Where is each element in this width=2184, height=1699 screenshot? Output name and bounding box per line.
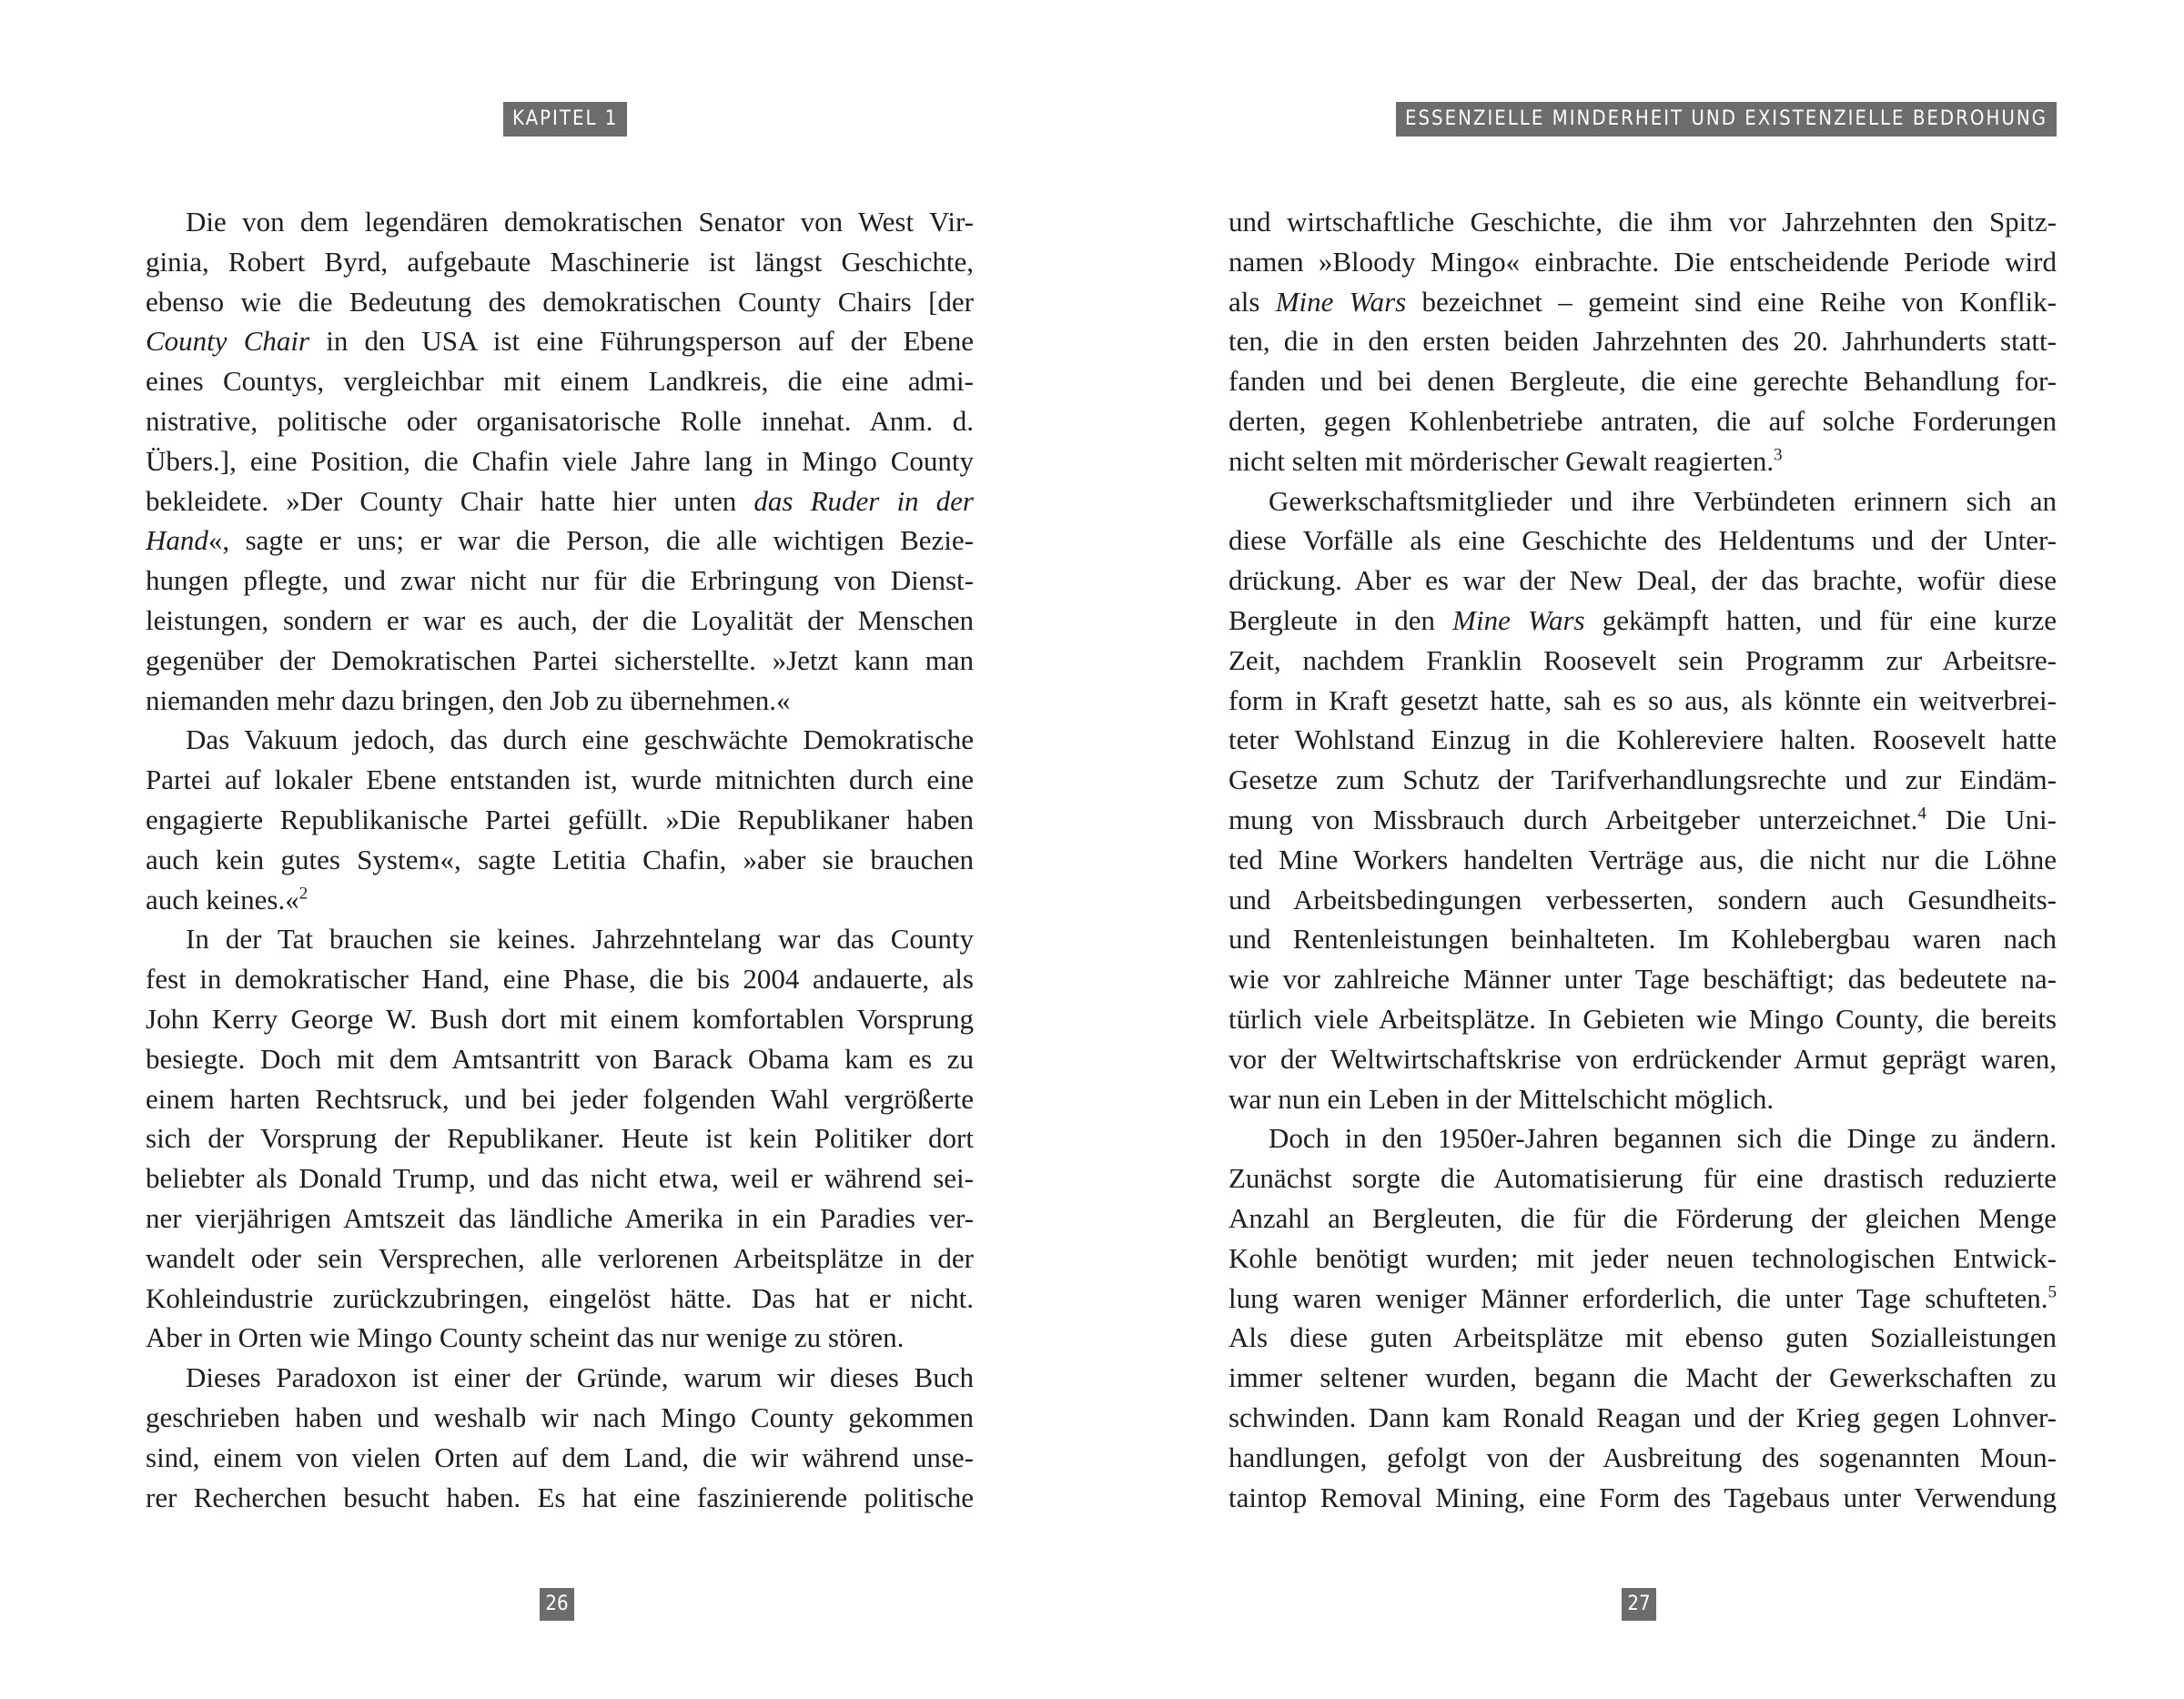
text-line: als Mine Wars bezeichnet – gemeint sind eine Reihe von Konflik- bbox=[1228, 285, 2057, 318]
text-line: eines Countys, vergleichbar mit einem Landkreis, die eine admi- bbox=[146, 365, 974, 398]
text-line: ten, die in den ersten beiden Jahrzehnten des 20. Jahrhunderts statt- bbox=[1228, 325, 2057, 358]
text-line: türlich viele Arbeitsplätze. In Gebieten wie Mingo County, die bereits bbox=[1228, 1002, 2057, 1035]
text-line: Gesetze zum Schutz der Tarifverhandlungsrechte und zur Eindäm- bbox=[1228, 764, 2057, 796]
text-line: hungen pflegte, und zwar nicht nur für die Erbringung von Dienst- bbox=[146, 564, 974, 597]
text-line: County Chair in den USA ist eine Führungsperson auf der Ebene bbox=[146, 325, 974, 358]
body-text bbox=[1228, 202, 2057, 1517]
right-page bbox=[1228, 0, 2057, 1699]
text-line: Anzahl an Bergleuten, die für die Förderung der gleichen Menge bbox=[1228, 1201, 2057, 1234]
text-line: sind, einem von vielen Orten auf dem Land, die wir während unse- bbox=[146, 1441, 974, 1473]
text-line: ebenso wie die Bedeutung des demokratischen County Chairs [der bbox=[146, 285, 974, 318]
text-line: engagierte Republikanische Partei gefüllt. »Die Republikaner haben bbox=[146, 803, 974, 835]
text-line: drückung. Aber es war der New Deal, der das brachte, wofür diese bbox=[1228, 564, 2057, 597]
text-line: ginia, Robert Byrd, aufgebaute Maschinerie ist längst Geschichte, bbox=[146, 245, 974, 278]
text-line: Zeit, nachdem Franklin Roosevelt sein Programm zur Arbeitsre- bbox=[1228, 643, 2057, 676]
text-line: rer Recherchen besucht haben. Es hat eine faszinierende politische bbox=[146, 1481, 974, 1513]
text-line: auch keines.«$^2$ bbox=[146, 883, 308, 915]
text-line: Bergleute in den Mine Wars gekämpft hatten, und für eine kurze bbox=[1228, 603, 2057, 636]
text-line: vor der Weltwirtschaftskrise von erdrückender Armut geprägt waren, bbox=[1228, 1042, 2057, 1075]
text-line: Übers.], eine Position, die Chafin viele Jahre lang in Mingo County bbox=[146, 444, 974, 477]
text-line: beliebter als Donald Trump, und das nicht etwa, weil er während sei- bbox=[146, 1162, 974, 1195]
text-line: Partei auf lokaler Ebene entstanden ist, wurde mitnichten durch eine bbox=[146, 764, 974, 796]
text-line: immer seltener wurden, begann die Macht der Gewerkschaften zu bbox=[1228, 1361, 2057, 1394]
text-line: Dieses Paradoxon ist einer der Gründe, warum wir dieses Buch bbox=[186, 1361, 974, 1394]
text-line: leistungen, sondern er war es auch, der die Loyalität der Menschen bbox=[146, 603, 974, 636]
text-line: und wirtschaftliche Geschichte, die ihm vor Jahrzehnten den Spitz- bbox=[1228, 206, 2057, 238]
text-line: mung von Missbrauch durch Arbeitgeber unterzeichnet.$^4$ Die Uni- bbox=[1228, 803, 2057, 835]
text-line: niemanden mehr dazu bringen, den Job zu übernehmen.« bbox=[146, 683, 791, 716]
text-line: Hand«, sagte er uns; er war die Person, die alle wichtigen Bezie- bbox=[146, 524, 974, 557]
left-page bbox=[146, 0, 974, 1699]
text-line: Aber in Orten wie Mingo County scheint das nur wenige zu stören. bbox=[146, 1321, 905, 1354]
text-line: diese Vorfälle als eine Geschichte des Heldentums und der Unter- bbox=[1228, 524, 2057, 557]
text-line: Kohleindustrie zurückzubringen, eingelöst hätte. Das hat er nicht. bbox=[146, 1281, 974, 1314]
text-line: und Rentenleistungen beinhalteten. Im Kohlebergbau waren nach bbox=[1228, 923, 2057, 956]
text-line: Kohle benötigt wurden; mit jeder neuen technologischen Entwick- bbox=[1228, 1241, 2057, 1274]
text-line: bekleidete. »Der County Chair hatte hier unten das Ruder in der bbox=[146, 484, 974, 517]
text-line: einem harten Rechtsruck, und bei jeder folgenden Wahl vergrößerte bbox=[146, 1082, 974, 1115]
text-line: Doch in den 1950er-Jahren begannen sich die Dinge zu ändern. bbox=[1269, 1122, 2057, 1155]
text-line: Gewerkschaftsmitglieder und ihre Verbündeten erinnern sich an bbox=[1269, 484, 2057, 517]
text-line: derten, gegen Kohlenbetriebe antraten, die auf solche Forderungen bbox=[1228, 404, 2057, 437]
text-line: Die von dem legendären demokratischen Senator von West Vir- bbox=[186, 206, 974, 238]
text-line: gegenüber der Demokratischen Partei sicherstellte. »Jetzt kann man bbox=[146, 643, 974, 676]
text-line: fanden und bei denen Bergleute, die eine gerechte Behandlung for- bbox=[1228, 365, 2057, 398]
text-line: war nun ein Leben in der Mittelschicht möglich. bbox=[1228, 1082, 1774, 1115]
text-line: lung waren weniger Männer erforderlich, die unter Tage schufteten.$^5$ bbox=[1228, 1281, 2057, 1314]
page-number: 27 bbox=[1622, 1588, 1656, 1621]
text-line: John Kerry George W. Bush dort mit einem komfortablen Vorsprung bbox=[146, 1002, 974, 1035]
text-line: schwinden. Dann kam Ronald Reagan und der Krieg gegen Lohnver- bbox=[1228, 1401, 2057, 1433]
text-line: ner vierjährigen Amtszeit das ländliche Amerika in ein Paradies ver- bbox=[146, 1201, 974, 1234]
text-line: namen »Bloody Mingo« einbrachte. Die entscheidende Periode wird bbox=[1228, 245, 2057, 278]
text-line: form in Kraft gesetzt hatte, sah es so aus, als könnte ein weitverbrei- bbox=[1228, 683, 2057, 716]
body-text bbox=[146, 202, 974, 1517]
text-line: Das Vakuum jedoch, das durch eine geschwächte Demokratische bbox=[186, 723, 974, 756]
text-line: besiegte. Doch mit dem Amtsantritt von Barack Obama kam es zu bbox=[146, 1042, 974, 1075]
text-line: handlungen, gefolgt von der Ausbreitung des sogenannten Moun- bbox=[1228, 1441, 2057, 1473]
text-line: teter Wohlstand Einzug in die Kohlereviere halten. Roosevelt hatte bbox=[1228, 723, 2057, 756]
text-line: ted Mine Workers handelten Verträge aus, die nicht nur die Löhne bbox=[1228, 843, 2057, 875]
text-line: nistrative, politische oder organisatorische Rolle innehat. Anm. d. bbox=[146, 404, 974, 437]
text-line: auch kein gutes System«, sagte Letitia Chafin, »aber sie brauchen bbox=[146, 843, 974, 875]
text-line: Zunächst sorgte die Automatisierung für eine drastisch reduzierte bbox=[1228, 1162, 2057, 1195]
text-line: wie vor zahlreiche Männer unter Tage beschäftigt; das bedeutete na- bbox=[1228, 963, 2057, 996]
text-line: taintop Removal Mining, eine Form des Tagebaus unter Verwendung bbox=[1228, 1481, 2057, 1513]
text-line: Als diese guten Arbeitsplätze mit ebenso guten Sozialleistungen bbox=[1228, 1321, 2057, 1354]
text-line: geschrieben haben und weshalb wir nach Mingo County gekommen bbox=[146, 1401, 974, 1433]
text-line: sich der Vorsprung der Republikaner. Heute ist kein Politiker dort bbox=[146, 1122, 974, 1155]
text-line: und Arbeitsbedingungen verbesserten, sondern auch Gesundheits- bbox=[1228, 883, 2057, 915]
page-number: 26 bbox=[540, 1588, 574, 1621]
text-line: In der Tat brauchen sie keines. Jahrzehntelang war das County bbox=[186, 923, 974, 956]
text-line: fest in demokratischer Hand, eine Phase, die bis 2004 andauerte, als bbox=[146, 963, 974, 996]
running-head: KAPITEL 1 bbox=[503, 102, 627, 137]
text-line: wandelt oder sein Versprechen, alle verlorenen Arbeitsplätze in der bbox=[146, 1241, 974, 1274]
running-head: ESSENZIELLE MINDERHEIT UND EXISTENZIELLE BEDROHUNG bbox=[1396, 102, 2057, 137]
text-line: nicht selten mit mörderischer Gewalt reagierten.$^3$ bbox=[1228, 444, 1783, 477]
